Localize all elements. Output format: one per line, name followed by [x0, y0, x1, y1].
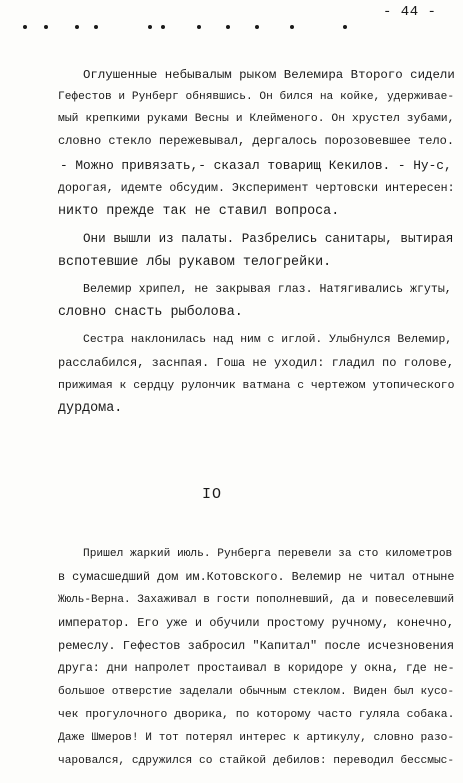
bullet-dot: [23, 25, 27, 29]
text-line: Оглушенные небывалым рыком Велемира Второго сидели: [83, 68, 455, 82]
bullet-dot: [161, 25, 165, 29]
text-line: расслабился, заснпая. Гоша не уходил: гладил по голове,: [58, 356, 455, 370]
text-line: мый крепкими руками Весны и Клейменого. Он хрустел зубами,: [58, 113, 455, 125]
text-line: чаровался, сдружился со стайкой дебилов: переводил бессмыс-: [58, 755, 455, 767]
text-line: ремеслу. Гефестов забросил "Капитал" после исчезновения: [58, 639, 455, 653]
bullet-dot: [148, 25, 152, 29]
text-line: Они вышли из палаты. Разбрелись санитары, вытирая: [83, 232, 454, 246]
text-line: словно снасть рыболова.: [58, 305, 243, 320]
text-line: словно стекло пережевывал, дергалось порозовевшее тело.: [58, 134, 455, 148]
text-line: друга: дни напролет простаивал в коридоре у окна, где не-: [58, 662, 455, 675]
text-line: Жюль-Верна. Захаживал в гости пополневший, да и повеселевший: [58, 594, 455, 606]
text-line: Сестра наклонилась над ним с иглой. Улыбнулся Велемир,: [83, 334, 453, 346]
text-line: Гефестов и Рунберг обнявшись. Он бился на койке, удерживае-: [58, 91, 455, 103]
chapter-number: IO: [202, 486, 223, 503]
text-line: Даже Шмеров! И тот потерял интерес к артикулу, словно разо-: [58, 732, 455, 744]
text-line: дурдома.: [58, 401, 123, 416]
page-number: - 44 -: [383, 4, 437, 20]
bullet-dot: [226, 25, 230, 29]
bullet-dot: [290, 25, 294, 29]
text-line: Велемир хрипел, не закрывая глаз. Натягивались жгуты,: [83, 283, 452, 296]
text-line: прижимая к сердцу рулончик ватмана с чертежом утопического: [58, 380, 455, 392]
text-line: чек прогулочного дворика, по которому часто гуляла собака.: [58, 709, 455, 721]
bullet-dot: [44, 25, 48, 29]
text-line: никто прежде так не ставил вопроса.: [58, 204, 340, 219]
text-line: - Можно привязать,- сказал товарищ Кекилов. - Ну-с,: [60, 158, 452, 173]
bullet-dot: [75, 25, 79, 29]
text-line: в сумасшедший дом им.Котовского. Велемир не читал отныне: [58, 570, 455, 584]
text-line: дорогая, идемте обсудим. Эксперимент чертовски интересен:: [58, 182, 455, 195]
text-line: вспотевшие лбы рукавом телогрейки.: [58, 255, 332, 270]
text-line: Пришел жаркий июль. Рунберга перевели за сто километров: [83, 548, 453, 560]
bullet-dot: [343, 25, 347, 29]
text-line: большое отверстие заделали обычным стеклом. Виден был кусо-: [58, 686, 455, 698]
bullet-dot: [255, 25, 259, 29]
bullet-dot: [94, 25, 98, 29]
text-line: император. Его уже и обучили простому ручному, конечно,: [58, 616, 455, 630]
bullet-dot: [197, 25, 201, 29]
